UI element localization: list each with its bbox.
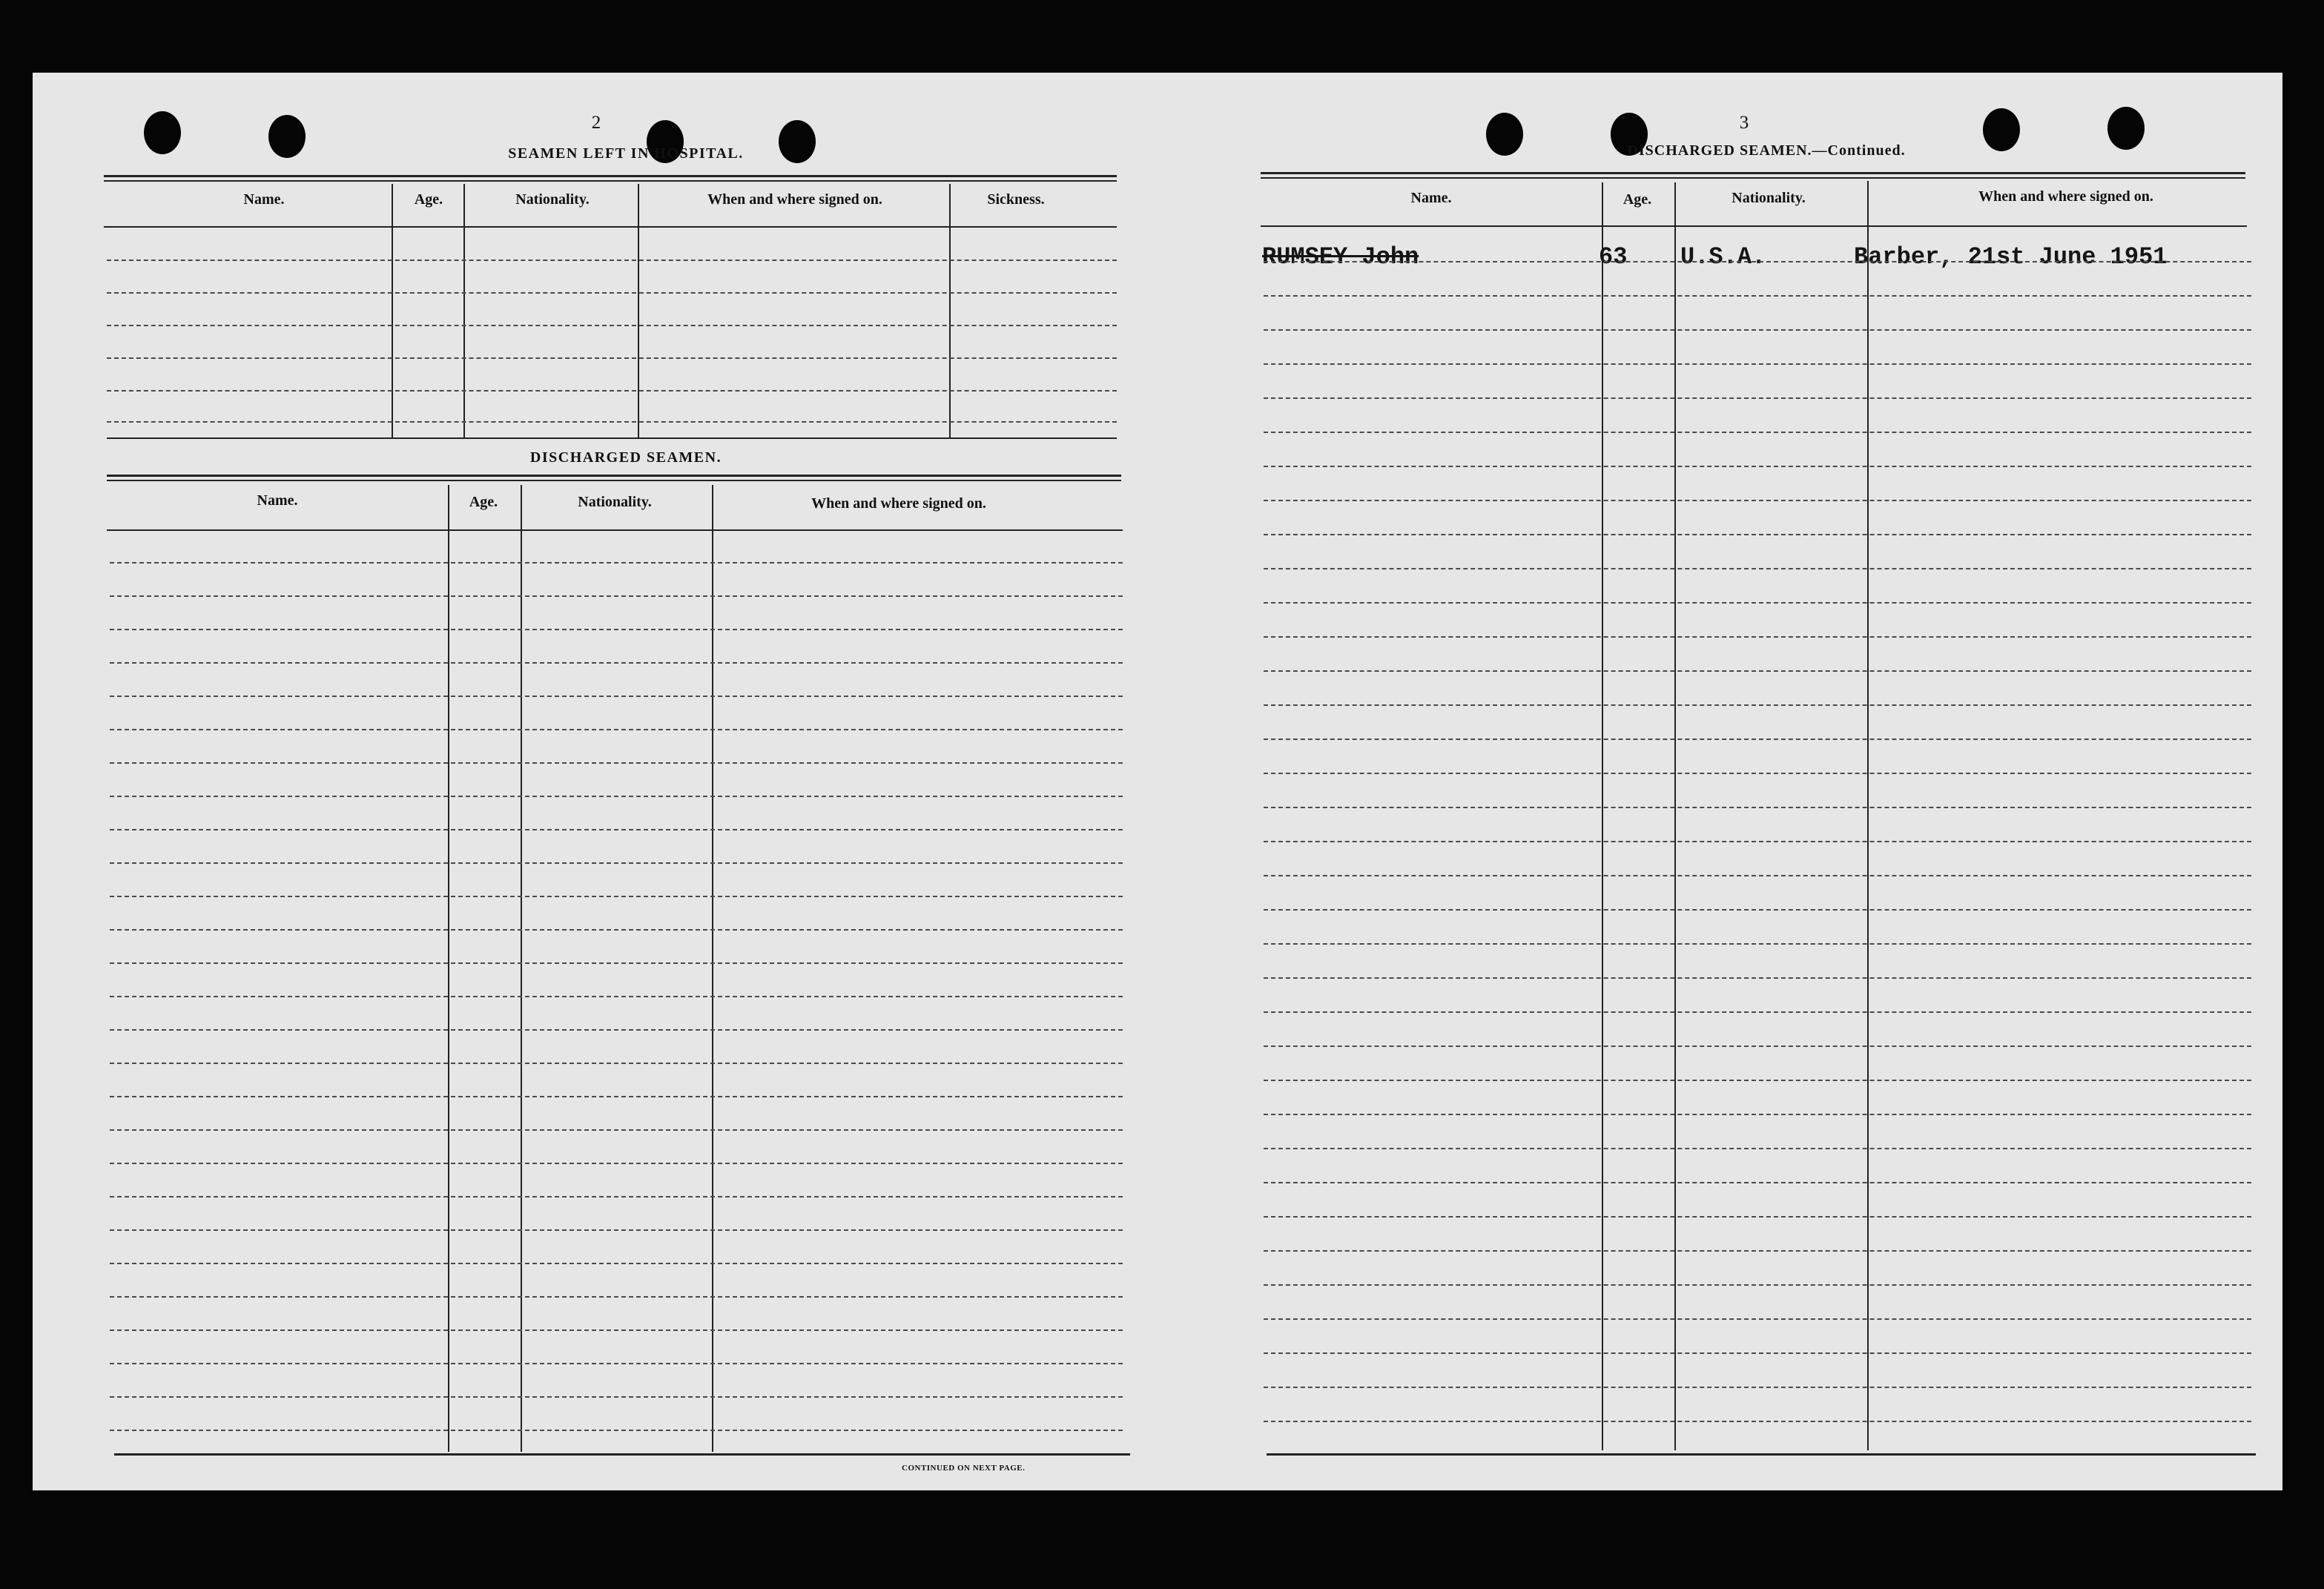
ruled-line — [1264, 363, 2251, 365]
hospital-section-title: SEAMEN LEFT IN HOSPITAL. — [508, 145, 744, 162]
ruled-line — [110, 662, 1123, 664]
col-age: Age. — [1622, 191, 1652, 208]
ruled-line — [110, 1063, 1123, 1064]
ruled-line — [1264, 773, 2251, 774]
ruled-line — [1264, 397, 2251, 399]
ruled-line — [107, 325, 1117, 326]
ruled-line — [1264, 739, 2251, 740]
ruled-line — [1264, 1182, 2251, 1183]
ruled-line — [1264, 1250, 2251, 1252]
ruled-line — [110, 929, 1123, 931]
ruled-line — [1264, 636, 2251, 638]
discharged-section-title: DISCHARGED SEAMEN. — [529, 449, 722, 466]
ruled-line — [1264, 1045, 2251, 1047]
table-bottom-rule — [1267, 1453, 2256, 1456]
discharged-col-age: Age. — [469, 494, 498, 510]
ruled-line — [1264, 1114, 2251, 1115]
left-page — [33, 73, 1160, 1490]
ruled-line — [110, 829, 1123, 830]
ruled-line — [1264, 329, 2251, 331]
ruled-line — [1264, 977, 2251, 979]
ruled-line — [1264, 261, 2251, 262]
ruled-line — [1264, 1080, 2251, 1081]
col-nationality: Nationality. — [1732, 190, 1806, 206]
ruled-line — [1264, 1284, 2251, 1286]
discharged-header-rule — [107, 529, 1123, 531]
col-signed-on: When and where signed on. — [1978, 188, 2153, 205]
hospital-col-sickness: Sickness. — [987, 191, 1045, 208]
header-rule — [1261, 225, 2247, 227]
ruled-line — [1264, 704, 2251, 706]
ruled-line — [110, 1096, 1123, 1097]
ruled-line — [1264, 1421, 2251, 1422]
ruled-line — [110, 562, 1123, 564]
col-name: Name. — [1410, 190, 1452, 206]
ruled-line — [110, 1396, 1123, 1398]
discharged-col-nationality: Nationality. — [578, 494, 652, 510]
hospital-col-name: Name. — [243, 191, 285, 208]
discharged-col-signed-on: When and where signed on. — [811, 495, 986, 512]
table-top-rule — [1261, 172, 2245, 179]
ruled-line — [107, 390, 1117, 392]
hospital-bottom-rule — [107, 437, 1117, 439]
column-divider — [949, 184, 951, 439]
column-divider — [638, 184, 639, 439]
entry-nationality: U.S.A. — [1680, 243, 1766, 271]
ruled-line — [1264, 432, 2251, 433]
continued-note: CONTINUED ON NEXT PAGE. — [902, 1464, 1026, 1473]
column-divider — [1674, 182, 1676, 1450]
hospital-col-nationality: Nationality. — [515, 191, 590, 208]
ruled-line — [1264, 1216, 2251, 1218]
ruled-line — [1264, 943, 2251, 945]
ruled-line — [110, 1329, 1123, 1331]
ruled-line — [110, 1430, 1123, 1431]
ruled-line — [110, 1363, 1123, 1364]
ruled-line — [110, 796, 1123, 797]
ruled-line — [110, 896, 1123, 897]
ruled-line — [110, 996, 1123, 997]
ruled-line — [1264, 670, 2251, 672]
ruled-line — [1264, 534, 2251, 535]
ruled-line — [107, 357, 1117, 359]
ruled-line — [107, 260, 1117, 261]
right-page — [1160, 73, 2282, 1490]
ruled-line — [110, 962, 1123, 964]
hospital-header-rule — [104, 226, 1117, 228]
ruled-line — [1264, 568, 2251, 569]
entry-name: RUMSEY John — [1262, 243, 1419, 271]
column-divider — [392, 184, 393, 439]
discharged-continued-title: DISCHARGED SEAMEN.—Continued. — [1627, 142, 1906, 159]
ledger-spread — [33, 73, 2282, 1490]
ruled-line — [1264, 1148, 2251, 1149]
ruled-line — [1264, 500, 2251, 501]
hospital-col-signed-on: When and where signed on. — [707, 191, 882, 208]
ruled-line — [1264, 807, 2251, 808]
ruled-line — [110, 1163, 1123, 1164]
ruled-line — [1264, 295, 2251, 297]
hospital-col-age: Age. — [414, 191, 443, 208]
ruled-line — [110, 696, 1123, 697]
ruled-line — [1264, 909, 2251, 911]
ruled-line — [110, 1129, 1123, 1131]
page-number: 2 — [591, 113, 601, 133]
discharged-bottom-rule — [114, 1453, 1130, 1456]
ruled-line — [110, 629, 1123, 630]
ruled-line — [110, 1263, 1123, 1264]
ruled-line — [107, 292, 1117, 294]
ruled-line — [1264, 466, 2251, 467]
entry-signed-on: Barber, 21st June 1951 — [1854, 243, 2168, 271]
ruled-line — [107, 421, 1117, 423]
ruled-line — [1264, 875, 2251, 876]
ruled-line — [110, 762, 1123, 764]
hospital-table-top-rule — [104, 175, 1117, 182]
ruled-line — [1264, 841, 2251, 842]
ruled-line — [110, 1196, 1123, 1197]
ruled-line — [110, 1229, 1123, 1231]
column-divider — [1867, 181, 1869, 1450]
discharged-table-top-rule — [107, 475, 1121, 481]
ruled-line — [1264, 1011, 2251, 1013]
ruled-line — [110, 729, 1123, 730]
column-divider — [1602, 182, 1603, 1450]
ruled-line — [1264, 1318, 2251, 1320]
page-number: 3 — [1739, 113, 1749, 133]
column-divider — [463, 184, 465, 439]
ruled-line — [1264, 602, 2251, 604]
ruled-line — [110, 1029, 1123, 1031]
ruled-line — [110, 862, 1123, 864]
entry-age: 63 — [1599, 243, 1628, 271]
discharged-col-name: Name. — [257, 492, 298, 509]
ruled-line — [110, 595, 1123, 597]
ruled-line — [1264, 1387, 2251, 1388]
ruled-line — [110, 1296, 1123, 1298]
ruled-line — [1264, 1352, 2251, 1354]
